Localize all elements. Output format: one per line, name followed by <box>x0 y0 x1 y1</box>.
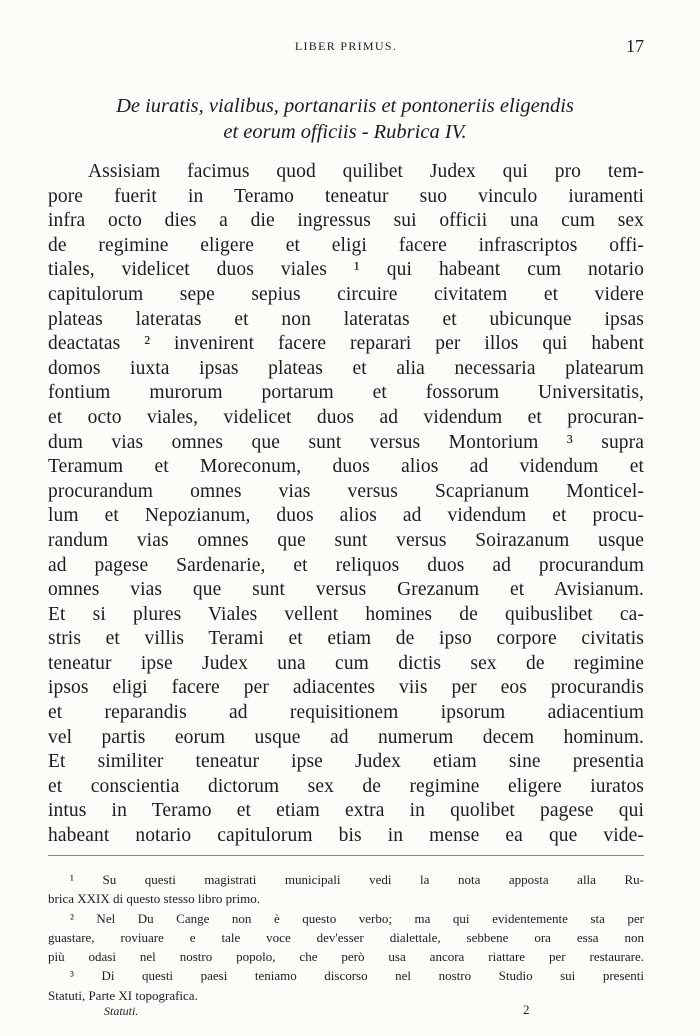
footnote-line: ¹ Su questi magistrati municipali vedi la nota apposta alla Ru- <box>70 872 644 887</box>
footnote-line: brica XXIX di questo stesso libro primo. <box>48 891 260 907</box>
body-line: plateas lateratas et non lateratas et ubicunque ipsas <box>48 308 644 330</box>
running-title: LIBER PRIMUS. <box>294 39 398 53</box>
body-line: et octo viales, videlicet duos ad videndum et procuran- <box>48 406 644 428</box>
body-line: pore fuerit in Teramo teneatur suo vinculo iuramenti <box>48 185 644 207</box>
page-number: 17 <box>626 36 644 56</box>
footnote-line: Statuti, Parte XI topografica. <box>48 987 198 1003</box>
rubric-line: De iuratis, vialibus, portanariis et pontoneriis eligendis <box>116 95 574 117</box>
sheet-number: 2 <box>523 1002 530 1017</box>
body-line: stris et villis Terami et etiam de ipso corpore civitatis <box>48 628 644 650</box>
body-line: et conscientia dictorum sex de regimine eligere iuratos <box>48 775 644 797</box>
body-line: ipsos eligi facere per adiacentes viis per eos procurandis <box>48 677 644 699</box>
body-line: Teramum et Moreconum, duos alios ad videndum et <box>48 456 644 478</box>
footnote-line: più odasi nel nostro popolo, che però usa ancora riattare per restaurare. <box>48 949 644 965</box>
body-line: Et si plures Viales vellent homines de quibuslibet ca- <box>48 603 644 625</box>
footnote-line: guastare, roviuare e tale voce dev'esser dialettale, sebbene ora essa non <box>48 929 644 945</box>
body-line: ad pagese Sardenarie, et reliquos duos ad procurandum <box>48 554 644 576</box>
body-line: Assisiam facimus quod quilibet Judex qui pro tem- <box>88 161 644 182</box>
body-line: teneatur ipse Judex una cum dictis sex de regimine <box>48 652 644 674</box>
body-line: tiales, videlicet duos viales ¹ qui habeant cum notario <box>48 259 644 281</box>
body-line: procurandum omnes vias versus Scaprianum Monticel- <box>48 480 644 502</box>
rubric-line: et eorum officiis - Rubrica IV. <box>223 121 467 143</box>
body-line: lum et Nepozianum, duos alios ad videndum et procu- <box>48 505 644 527</box>
body-line: vel partis eorum usque ad numerum decem hominum. <box>48 726 644 748</box>
body-line: omnes vias que sunt versus Grezanum et Avisianum. <box>48 579 644 601</box>
signature-mark: Statuti. <box>104 1004 139 1018</box>
rubric-heading <box>90 93 600 145</box>
body-line: intus in Teramo et etiam extra in quolibet pagese qui <box>48 800 644 822</box>
footnote-divider <box>48 855 644 856</box>
body-line: habeant notario capitulorum bis in mense ea que vide- <box>48 825 644 847</box>
body-line: deactatas ² invenirent facere reparari per illos qui habent <box>48 333 644 355</box>
body-paragraph <box>48 160 644 849</box>
body-line: capitulorum sepe sepius circuire civitatem et videre <box>48 283 644 305</box>
running-head <box>48 36 644 58</box>
footnote-line: ³ Di questi paesi teniamo discorso nel nostro Studio sui presenti <box>70 968 644 984</box>
body-line: infra octo dies a die ingressus sui officii una cum sex <box>48 210 644 232</box>
body-line: fontium murorum portarum et fossorum Universitatis, <box>48 382 644 404</box>
body-line: dum vias omnes que sunt versus Montorium ³ supra <box>48 431 644 453</box>
body-line: domos iuxta ipsas plateas et alia necessaria platearum <box>48 357 644 379</box>
body-line: de regimine eligere et eligi facere infrascriptos offi- <box>48 234 644 256</box>
body-line: Et similiter teneatur ipse Judex etiam sine presentia <box>48 751 644 773</box>
body-line: et reparandis ad requisitionem ipsorum adiacentium <box>48 702 644 724</box>
body-line: randum vias omnes que sunt versus Soirazanum usque <box>48 529 644 551</box>
footnotes <box>48 870 644 1005</box>
footnote-line: ² Nel Du Cange non è questo verbo; ma qui evidentemente sta per <box>70 910 644 926</box>
